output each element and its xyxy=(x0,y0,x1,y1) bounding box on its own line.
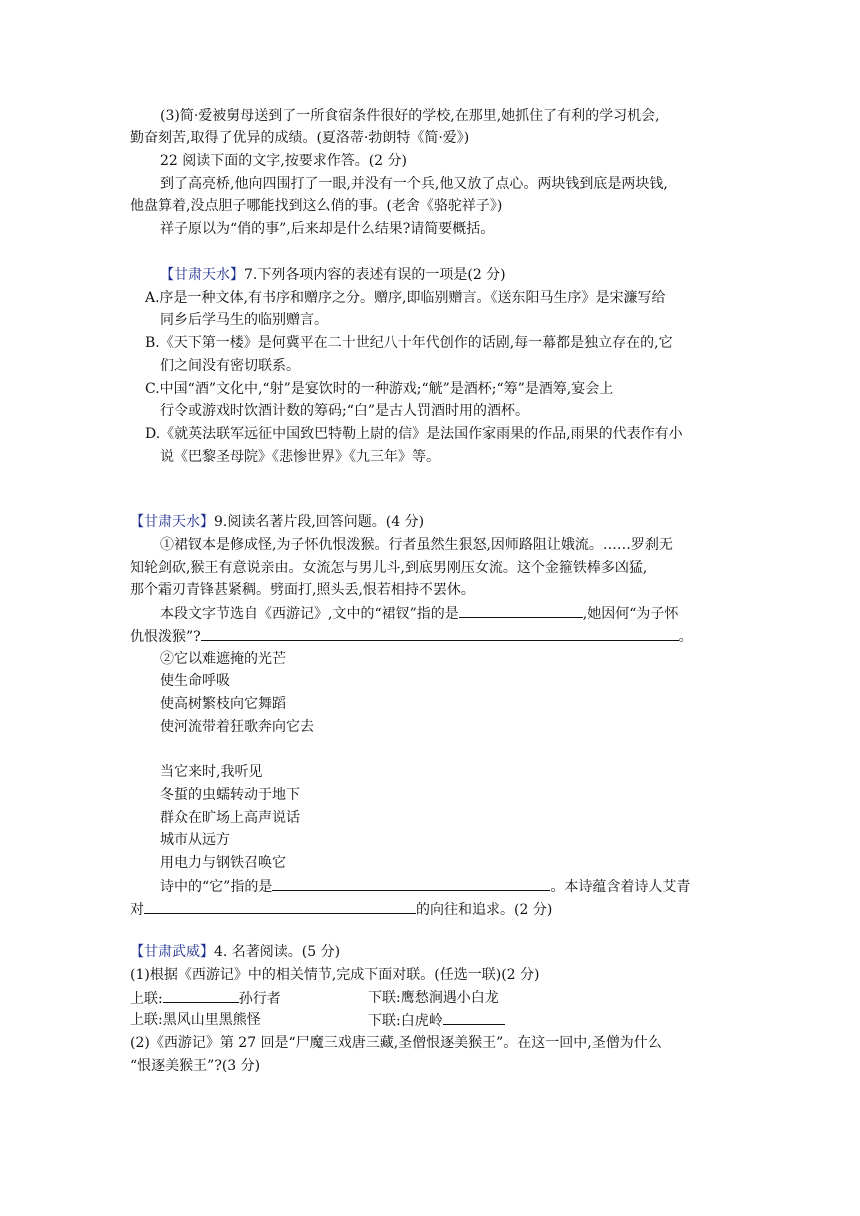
question-text: 诗中的“它”指的是 xyxy=(160,879,273,895)
poem-line: 城市从远方 xyxy=(160,832,230,848)
answer-blank[interactable] xyxy=(272,876,550,891)
question-9 xyxy=(130,512,424,532)
question-text: 。 xyxy=(678,629,693,645)
answer-blank[interactable] xyxy=(459,603,583,618)
question-text: 仇恨泼猴”? xyxy=(130,629,201,645)
question-text: 9.阅读名著片段,回答问题。(4 分) xyxy=(214,514,425,530)
poem-line: 使生命呼吸 xyxy=(160,673,230,689)
answer-blank[interactable] xyxy=(144,899,416,914)
question-line xyxy=(160,603,678,623)
question-text: 4. 名著阅读。(5 分) xyxy=(214,944,341,960)
couplet-text: 孙行者 xyxy=(238,991,281,1007)
text-line: 勤奋刻苦,取得了优异的成绩。(夏洛蒂·勃朗特《简·爱》) xyxy=(130,130,470,146)
couplet-label: 上联: xyxy=(130,1012,163,1028)
option-c: C.中国“酒”文化中,“射”是宴饮时的一种游戏;“觥”是酒杯;“筹”是酒筹,宴会上 xyxy=(145,381,614,397)
text-line: (3)简·爱被舅母送到了一所食宿条件很好的学校,在那里,她抓住了有利的学习机会, xyxy=(160,108,660,124)
text-line: 他盘算着,没点胆子哪能找到这么俏的事。(老舍《骆驼祥子》) xyxy=(130,198,503,214)
answer-blank[interactable] xyxy=(201,626,679,641)
subquestion-1: (1)根据《西游记》中的相关情节,完成下面对联。(任选一联)(2 分) xyxy=(130,967,540,983)
couplet-label: 下联: xyxy=(368,990,401,1006)
poem-line: 冬蜇的虫蠕转动于地下 xyxy=(160,787,300,803)
poem-line: 使河流带着狂歌奔向它去 xyxy=(160,719,314,735)
question-4 xyxy=(130,942,340,962)
question-line xyxy=(130,899,552,919)
couplet-label: 上联: xyxy=(130,991,163,1007)
answer-blank[interactable] xyxy=(163,988,239,1003)
option-d: D.《就英法联军远征中国致巴特勒上尉的信》是法国作家雨果的作品,雨果的代表作有小 xyxy=(145,426,683,442)
passage-line: 知轮剑砍,猴王有意说亲由。女流怎与男儿斗,到底男刚压女流。这个金箍铁棒多凶猛, xyxy=(130,560,648,576)
couplet-label: 下联: xyxy=(368,1013,401,1029)
option-d-cont: 说《巴黎圣母院》《悲惨世界》《九三年》等。 xyxy=(160,449,440,465)
option-b-cont: 们之间没有密切联系。 xyxy=(160,358,300,374)
subquestion-2-cont: “恨逐美猴王”?(3 分) xyxy=(130,1058,261,1074)
poem-line: 群众在旷场上高声说话 xyxy=(160,810,300,826)
couplet-1-upper xyxy=(130,988,281,1008)
question-text: 7.下列各项内容的表述有误的一项是(2 分) xyxy=(244,267,506,283)
question-text: ,她因何“为子怀 xyxy=(582,606,679,622)
couplet-text: 黑风山里黑熊怪 xyxy=(162,1012,261,1028)
question-line xyxy=(130,626,693,646)
poem-line: ②它以难遮掩的光芒 xyxy=(160,651,286,667)
couplet-1-lower xyxy=(368,988,499,1008)
poem-line: 当它来时,我听见 xyxy=(160,764,263,780)
source-tag: 【甘肃天水】 xyxy=(160,267,244,283)
couplet-2-upper xyxy=(130,1010,261,1030)
passage-line: ①裙钗本是修成怪,为子怀仇恨泼猴。行者虽然生狠怒,因师路阻让娥流。……罗刹无 xyxy=(160,537,673,553)
source-tag: 【甘肃武威】 xyxy=(130,944,214,960)
question-text: 的向往和追求。(2 分) xyxy=(416,902,553,918)
couplet-2-lower xyxy=(368,1010,505,1030)
poem-line: 用电力与钢铁召唤它 xyxy=(160,855,286,871)
question-text: 对 xyxy=(130,902,144,918)
question-text: 。本诗蕴含着诗人艾青 xyxy=(550,879,691,895)
source-tag: 【甘肃天水】 xyxy=(130,514,214,530)
passage-line: 那个霜刃青锋甚紧稠。劈面打,照头丢,恨若相持不罢休。 xyxy=(130,582,475,598)
text-line: 到了高亮桥,他向四围打了一眼,并没有一个兵,他又放了点心。两块钱到底是两块钱, xyxy=(160,176,668,192)
couplet-text: 鹰愁涧遇小白龙 xyxy=(400,990,499,1006)
poem-line: 使高树繁枝向它舞蹈 xyxy=(160,696,286,712)
option-c-cont: 行令或游戏时饮酒计数的筹码;“白”是古人罚酒时用的酒杯。 xyxy=(160,403,530,419)
option-a: A.序是一种文体,有书序和赠序之分。赠序,即临别赠言。《送东阳马生序》是宋濂写给 xyxy=(145,290,666,306)
text-line: 祥子原以为“俏的事”,后来却是什么结果?请简要概括。 xyxy=(160,221,495,237)
answer-blank[interactable] xyxy=(443,1010,505,1025)
question-text: 本段文字节选自《西游记》,文中的“裙钗”指的是 xyxy=(160,606,459,622)
question-7 xyxy=(160,265,506,285)
question-22: 22 阅读下面的文字,按要求作答。(2 分) xyxy=(160,153,407,169)
couplet-text: 白虎岭 xyxy=(400,1013,443,1029)
question-line xyxy=(160,876,690,896)
option-b: B.《天下第一楼》是何冀平在二十世纪八十年代创作的话剧,每一幕都是独立存在的,它 xyxy=(145,335,673,351)
subquestion-2: (2)《西游记》第 27 回是“尸魔三戏唐三藏,圣僧恨逐美猴王”。在这一回中,圣僧为什么 xyxy=(130,1035,662,1051)
option-a-cont: 同乡后学马生的临别赠言。 xyxy=(160,312,328,328)
